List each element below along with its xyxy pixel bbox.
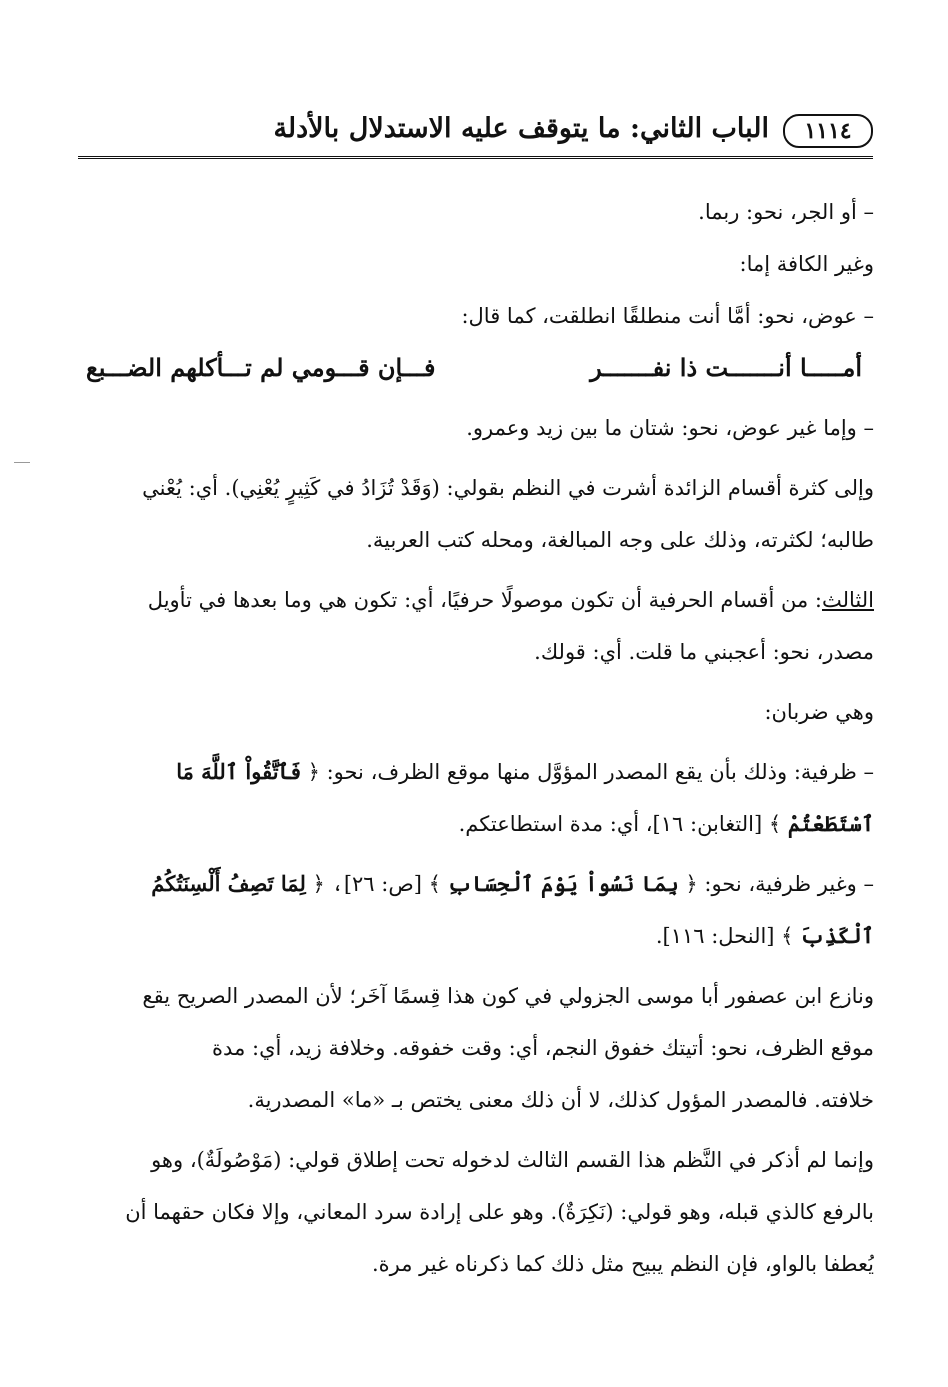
text-line: موقع الظرف، نحو: أتيتك خفوق النجم، أي: وقت خفوقه. وخلافة زيد، أي: مدة: [212, 1036, 874, 1060]
text-line: وهي ضربان:: [764, 700, 874, 724]
text-span: – ظرفية: وذلك بأن يقع المصدر المؤوَّل منها موقع الظرف، نحو: ﴿: [307, 760, 874, 784]
page-number: ١١١٤: [783, 114, 873, 148]
text-line: [74, 858, 874, 910]
margin-mark: [14, 462, 30, 463]
text-line: طالبه؛ لكثرته، وذلك على وجه المبالغة، ومحله كتب العربية.: [366, 528, 874, 552]
text-span: ﴾ [ص: ٢٦]، ﴿: [312, 872, 441, 896]
text-line: وإنما لم أذكر في النَّظم هذا القسم الثالث لدخوله تحت إطلاق قولي: (مَوْصُولَةٌ)، وهو: [151, 1148, 874, 1172]
quran-verse: لِمَا تَصِفُ أَلْسِنَتُكُمُ: [151, 871, 306, 896]
text-line: – وإما غير عوض، نحو: شتان ما بين زيد وعمرو.: [466, 416, 874, 440]
text-line: [74, 910, 874, 962]
verse-first-hemistich: أمـــــا أنـــــــت ذا نفـــــــر: [590, 353, 862, 382]
text-line: – أو الجر، نحو: ربما.: [698, 200, 874, 224]
verse-second-hemistich: فـــإن قـــومي لم تـــأكلهم الضـــبع: [86, 353, 436, 382]
quran-verse: ٱسْتَطَعْتُمْ: [787, 811, 874, 836]
text-line: وغير الكافة إما:: [739, 252, 874, 276]
quran-verse: بِمَا نَسُواْ يَوْمَ ٱلْحِسَابِ: [447, 871, 679, 896]
text-span: ﴾ [النحل: ١١٦].: [655, 924, 794, 948]
text-line: مصدر، نحو: أعجبني ما قلت. أي: قولك.: [534, 640, 874, 664]
text-line: [74, 798, 874, 850]
chapter-title: الباب الثاني: ما يتوقف عليه الاستدلال بالأدلة: [273, 113, 769, 144]
page-body: [74, 186, 874, 1290]
text-line: خلافته. فالمصدر المؤول كذلك، لا أن ذلك معنى يختص بـ «ما» المصدرية.: [247, 1088, 874, 1112]
text-line: ونازع ابن عصفور أبا موسى الجزولي في كون هذا قِسمًا آخَر؛ لأن المصدر الصريح يقع: [142, 984, 874, 1008]
text-line: وإلى كثرة أقسام الزائدة أشرت في النظم بقولي: (وَقَدْ تُزَادُ في كَثِيرٍ يُعْنِي). أي: يُعْني: [142, 476, 874, 500]
text-line: بالرفع كالذي قبله، وهو قولي: (نَكِرَةٌ). وهو على إرادة سرد المعاني، وإلا فكان حقهما أن: [125, 1200, 874, 1224]
quran-verse: ٱلْكَذِبَ: [800, 923, 874, 948]
text-line: [74, 574, 874, 626]
text-span: – وغير ظرفية، نحو: ﴿: [685, 872, 874, 896]
text-span: ﴾ [التغابن: ١٦]، أي: مدة استطاعتكم.: [458, 812, 782, 836]
text-line: – عوض، نحو: أمَّا أنت منطلقًا انطلقت، كما قال:: [461, 304, 874, 328]
poetry-verse: [74, 342, 874, 394]
section-label: الثالث: [822, 588, 874, 612]
text-line: [74, 746, 874, 798]
running-header: [78, 108, 873, 158]
text-span: : من أقسام الحرفية أن تكون موصولًا حرفيًا، أي: تكون هي وما بعدها في تأويل: [147, 588, 822, 612]
header-rule: [78, 156, 873, 159]
text-line: يُعطفا بالواو، فإن النظم يبيح مثل ذلك كما ذكرناه غير مرة.: [371, 1252, 874, 1276]
quran-verse: فَٱتَّقُواْ ٱللَّهَ مَا: [176, 759, 301, 784]
